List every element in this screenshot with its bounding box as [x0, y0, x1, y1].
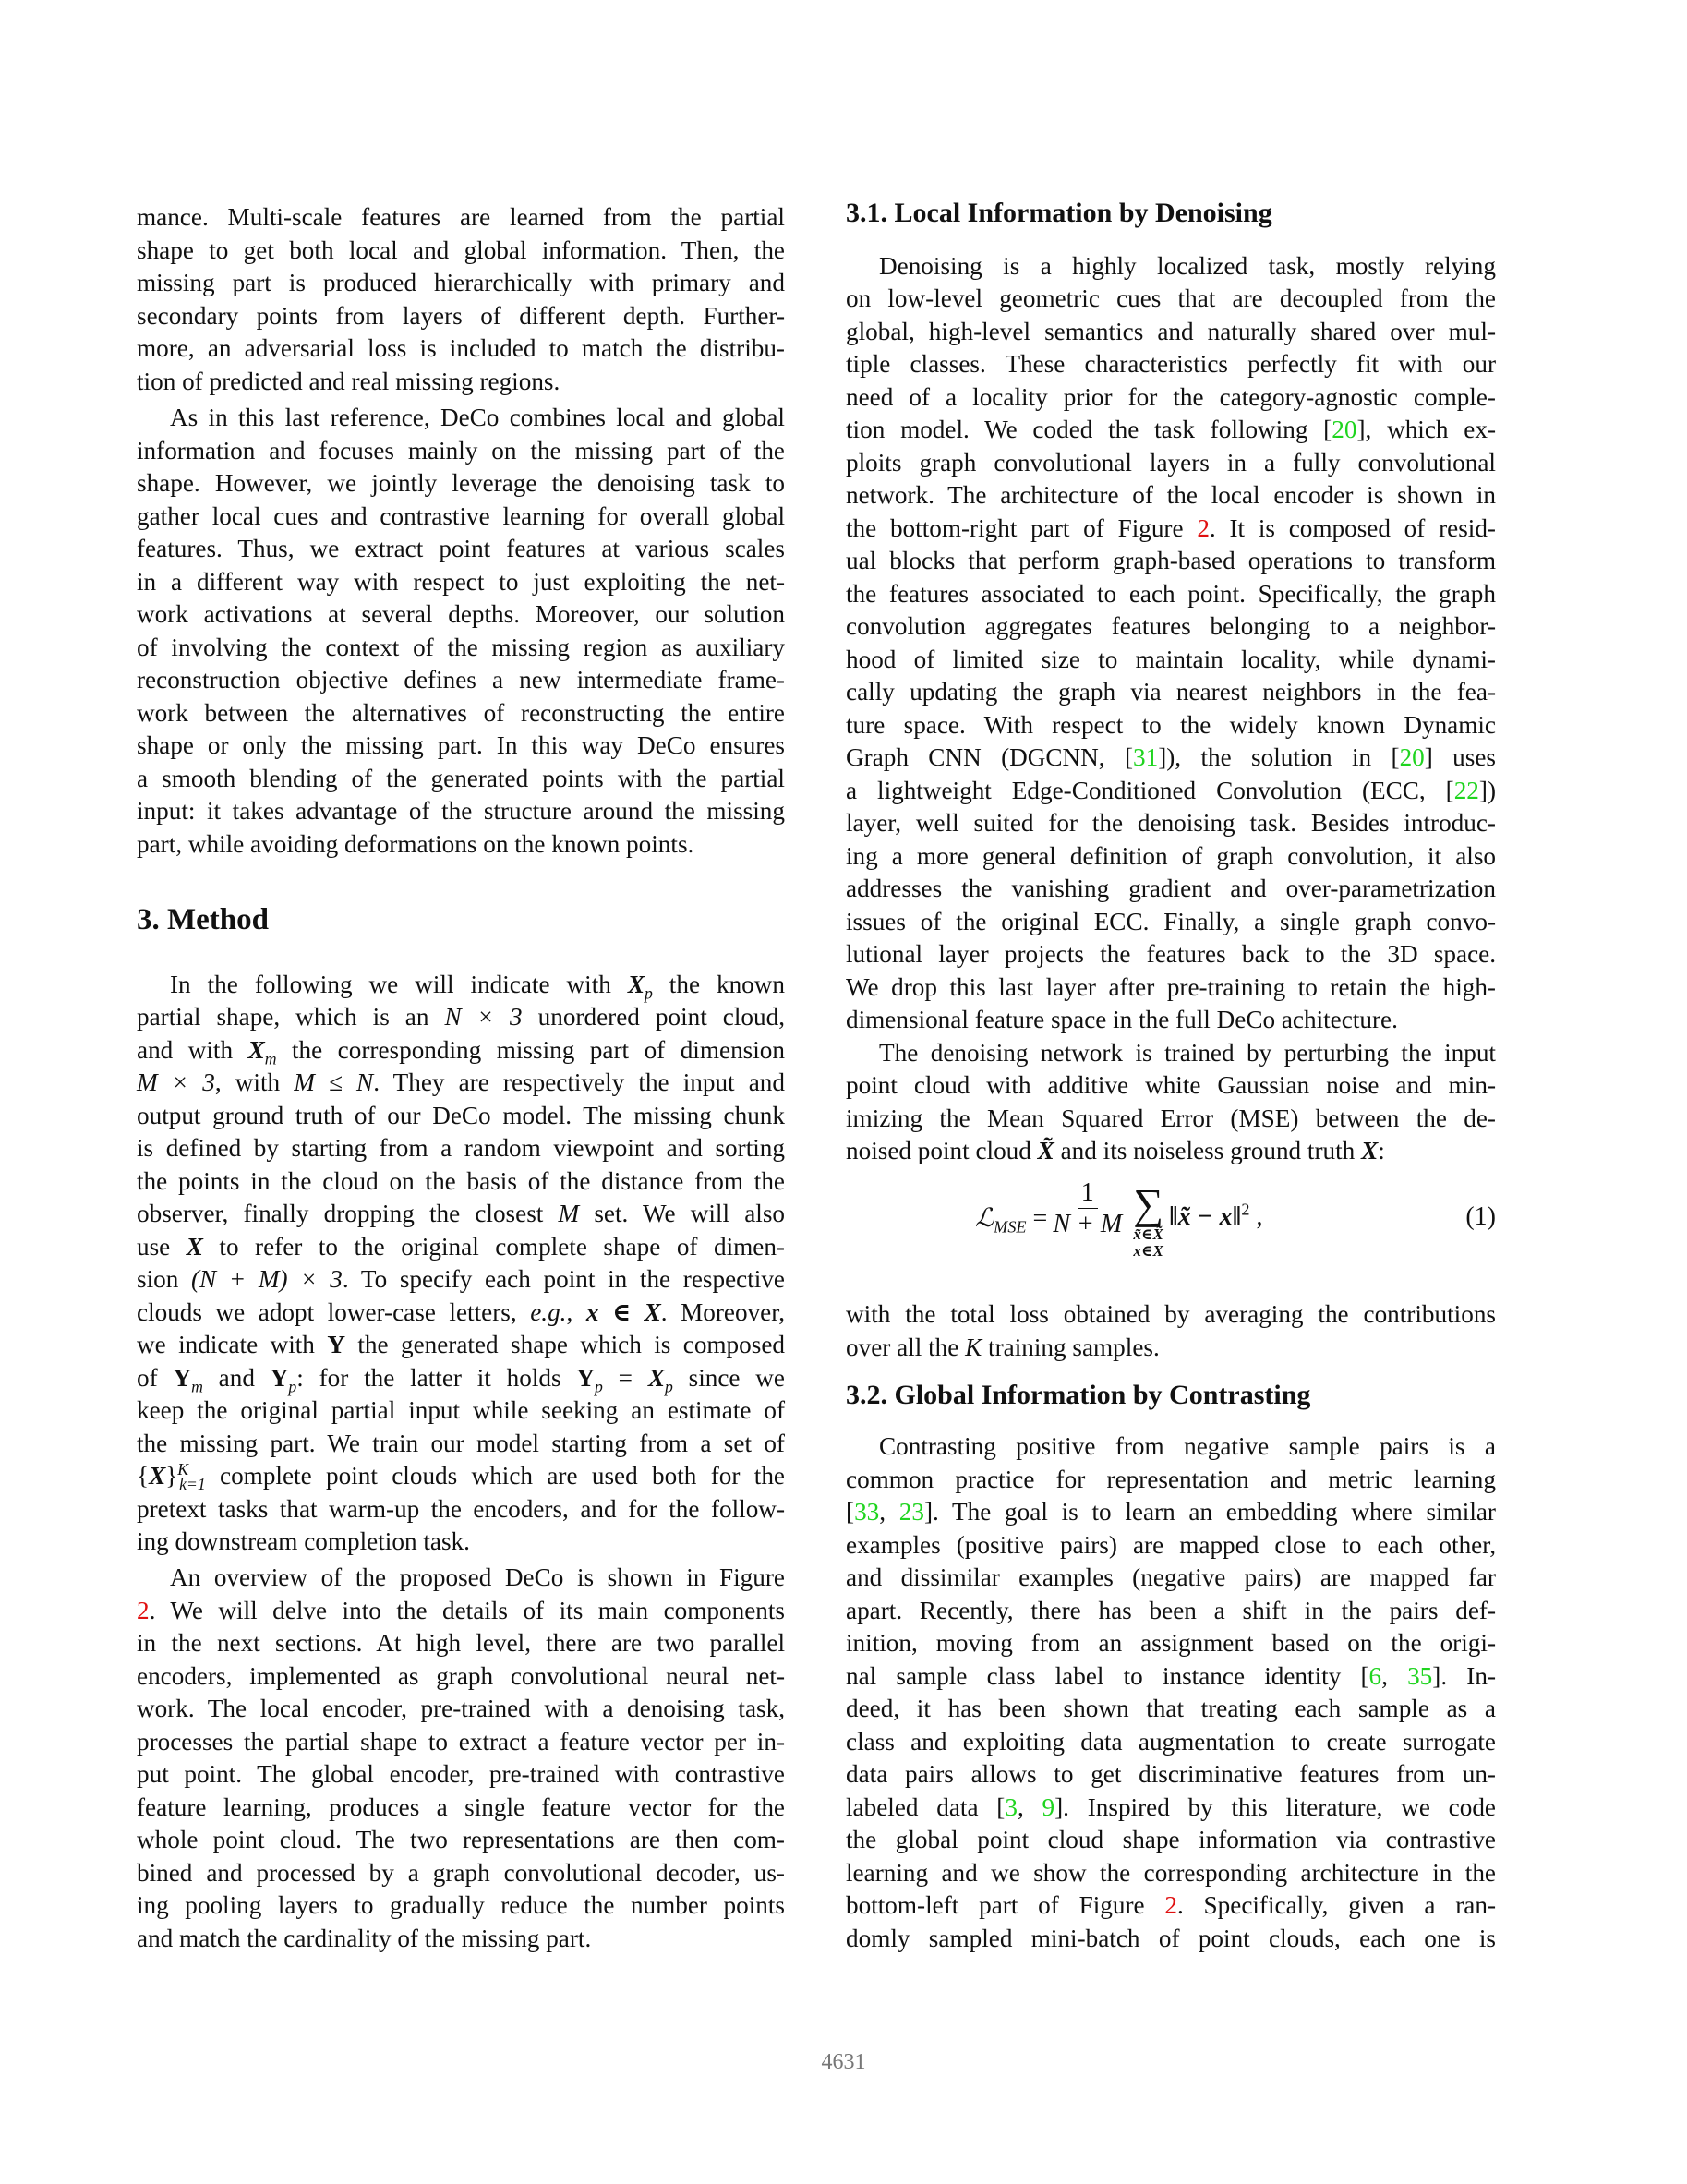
text-line: and dissimilar examples (negative pairs) are mapped far	[846, 1563, 1496, 1591]
citation-link[interactable]: 22	[1453, 777, 1479, 804]
citation-link[interactable]: 6	[1368, 1662, 1382, 1690]
text-line: data pairs allows to get discriminative features from un-	[846, 1760, 1496, 1788]
text-line: the missing part. We train our model starting from a set of	[137, 1430, 785, 1457]
text-line: issues of the original ECC. Finally, a single graph convo-	[846, 908, 1496, 935]
text-line: convolution aggregates features belonging to a neighbor-	[846, 612, 1496, 640]
text-line: the global point cloud shape information via contrastive	[846, 1826, 1496, 1853]
text-line: the features associated to each point. Specifically, the graph	[846, 580, 1496, 608]
text-line: layer, well suited for the denoising task. Besides introduc-	[846, 809, 1496, 837]
text-line: tiple classes. These characteristics perfectly fit with our	[846, 350, 1496, 378]
text-line: inition, moving from an assignment based on the origi-	[846, 1629, 1496, 1657]
text-line: Denoising is a highly localized task, mostly relying	[879, 252, 1496, 280]
text-line: M × 3, with M ≤ N. They are respectively the input and	[137, 1068, 785, 1096]
section-heading: 3. Method	[137, 903, 269, 936]
text-line: addresses the vanishing gradient and over-parametrization	[846, 875, 1496, 902]
text-line: 2. We will delve into the details of its main components	[137, 1597, 785, 1624]
text-line: point cloud with additive white Gaussian noise and min-	[846, 1071, 1496, 1099]
citation-link[interactable]: 31	[1133, 743, 1159, 771]
text-line: sion (N + M) × 3. To specify each point in the respective	[137, 1265, 785, 1293]
figure-ref-link[interactable]: 2	[1197, 514, 1210, 542]
text-line: As in this last reference, DeCo combines local and global	[170, 404, 785, 431]
text-line: lutional layer projects the features back to the 3D space.	[846, 940, 1496, 968]
citation-link[interactable]: 20	[1399, 743, 1425, 771]
text-line: put point. The global encoder, pre-trained with contrastive	[137, 1760, 785, 1788]
text-line: whole point cloud. The two representations are then com-	[137, 1826, 785, 1853]
text-line: ture space. With respect to the widely known Dynamic	[846, 711, 1496, 739]
text-line: ing pooling layers to gradually reduce the number points	[137, 1891, 785, 1919]
text-line: with the total loss obtained by averaging the contributions	[846, 1300, 1496, 1328]
text-line: We drop this last layer after pre-training to retain the high-	[846, 973, 1496, 1001]
text-line: ploits graph convolutional layers in a fully convolutional	[846, 449, 1496, 477]
subsection-heading: 3.2. Global Information by Contrasting	[846, 1380, 1311, 1410]
text-line: a lightweight Edge-Conditioned Convolution (ECC, [22])	[846, 777, 1496, 804]
text-line: missing part is produced hierarchically with primary and	[137, 269, 785, 296]
text-line: and with $X_m$ the corresponding missing part of dimension	[137, 1036, 785, 1068]
text-line: use X to refer to the original complete shape of dimen-	[137, 1233, 785, 1261]
text-line: tion model. We coded the task following [20], which ex-	[846, 416, 1496, 443]
text-line: Contrasting positive from negative sample pairs is a	[879, 1432, 1496, 1460]
text-line: apart. Recently, there has been a shift in the pairs def-	[846, 1597, 1496, 1624]
text-line: gather local cues and contrastive learning for overall global	[137, 502, 785, 530]
text-line: a smooth blending of the generated points with the partial	[137, 765, 785, 792]
text-line: more, an adversarial loss is included to match the distribu-	[137, 334, 785, 362]
text-line: information and focuses mainly on the missing part of the	[137, 437, 785, 465]
text-line: secondary points from layers of different depth. Further-	[137, 302, 785, 330]
text-line: of $Y_m$ and $Y_p$: for the latter it holds $Y_p = X_p$ since we	[137, 1364, 785, 1396]
text-line: encoders, implemented as graph convolutional neural net-	[137, 1662, 785, 1690]
text-line: examples (positive pairs) are mapped close to each other,	[846, 1531, 1496, 1559]
text-line: processes the partial shape to extract a feature vector per in-	[137, 1728, 785, 1756]
text-line: over all the K training samples.	[846, 1333, 1160, 1361]
text-line: pretext tasks that warm-up the encoders, and for the follow-	[137, 1495, 785, 1523]
text-line: ing a more general definition of graph convolution, it also	[846, 842, 1496, 870]
text-line: nal sample class label to instance identity [6, 35]. In-	[846, 1662, 1496, 1690]
text-line: In the following we will indicate with $X_p$ the known	[170, 971, 785, 1003]
text-line: work between the alternatives of reconstructing the entire	[137, 699, 785, 727]
text-line: the points in the cloud on the basis of the distance from the	[137, 1167, 785, 1195]
text-line: partial shape, which is an N × 3 unordered point cloud,	[137, 1003, 785, 1031]
text-line: network. The architecture of the local encoder is shown in	[846, 481, 1496, 509]
text-line: class and exploiting data augmentation to create surrogate	[846, 1728, 1496, 1756]
figure-ref-link[interactable]: 2	[1164, 1891, 1177, 1919]
text-line: shape to get both local and global information. Then, the	[137, 236, 785, 264]
text-line: reconstruction objective defines a new intermediate frame-	[137, 666, 785, 694]
text-line: observer, finally dropping the closest M set. We will also	[137, 1200, 785, 1227]
text-line: feature learning, produces a single feature vector for the	[137, 1793, 785, 1821]
text-line: The denoising network is trained by perturbing the input	[879, 1039, 1496, 1067]
text-line: cally updating the graph via nearest neighbors in the fea-	[846, 678, 1496, 706]
text-line: domly sampled mini-batch of point clouds, each one is	[846, 1925, 1496, 1952]
equation-mse: ℒ$_{MSE}$ = $\frac{1}{N + M}$ ∑ x̃∈X̃ x∈X ‖x̃ − x‖$^2$ , (1)	[975, 1178, 1496, 1260]
text-line: [33, 23]. The goal is to learn an embedding where similar	[846, 1498, 1496, 1526]
text-line: Graph CNN (DGCNN, [31]), the solution in [20] uses	[846, 743, 1496, 771]
text-line: is defined by starting from a random viewpoint and sorting	[137, 1134, 785, 1162]
text-line: and match the cardinality of the missing part.	[137, 1925, 592, 1952]
text-line: hood of limited size to maintain locality, while dynami-	[846, 646, 1496, 673]
text-line: learning and we show the corresponding architecture in the	[846, 1859, 1496, 1887]
text-line: tion of predicted and real missing regions.	[137, 368, 560, 395]
text-line: bottom-left part of Figure 2. Specifically, given a ran-	[846, 1891, 1496, 1919]
text-line: $\{X\}^K_{k=1}$ complete point clouds which are used both for the	[137, 1459, 785, 1494]
text-line: part, while avoiding deformations on the known points.	[137, 830, 694, 858]
text-line: output ground truth of our DeCo model. The missing chunk	[137, 1102, 785, 1129]
text-line: ual blocks that perform graph-based operations to transform	[846, 547, 1496, 574]
citation-link[interactable]: 9	[1042, 1793, 1055, 1821]
text-line: we indicate with Y the generated shape which is composed	[137, 1331, 785, 1358]
citation-link[interactable]: 20	[1332, 416, 1357, 443]
text-line: shape or only the missing part. In this way DeCo ensures	[137, 731, 785, 759]
text-line: bined and processed by a graph convolutional decoder, us-	[137, 1859, 785, 1887]
citation-link[interactable]: 35	[1407, 1662, 1433, 1690]
subsection-heading: 3.1. Local Information by Denoising	[846, 198, 1272, 228]
text-line: ing downstream completion task.	[137, 1527, 470, 1555]
text-line: shape. However, we jointly leverage the denoising task to	[137, 469, 785, 497]
text-line: need of a locality prior for the category-agnostic comple-	[846, 383, 1496, 411]
text-line: dimensional feature space in the full DeCo achitecture.	[846, 1006, 1398, 1033]
text-line: An overview of the proposed DeCo is shown in Figure	[170, 1563, 785, 1591]
text-line: labeled data [3, 9]. Inspired by this literature, we code	[846, 1793, 1496, 1821]
text-line: the bottom-right part of Figure 2. It is composed of resid-	[846, 514, 1496, 542]
text-line: input: it takes advantage of the structure around the missing	[137, 797, 785, 825]
text-line: keep the original partial input while seeking an estimate of	[137, 1396, 785, 1424]
citation-link[interactable]: 33	[854, 1498, 880, 1526]
text-line: mance. Multi-scale features are learned from the partial	[137, 203, 785, 231]
equation-number: (1)	[1465, 1202, 1496, 1231]
text-line: in a different way with respect to just exploiting the net-	[137, 568, 785, 596]
text-line: global, high-level semantics and naturally shared over mul-	[846, 318, 1496, 345]
text-line: features. Thus, we extract point features at various scales	[137, 535, 785, 562]
text-line: in the next sections. At high level, there are two parallel	[137, 1629, 785, 1657]
page-number: 4631	[821, 2050, 866, 2074]
text-line: deed, it has been shown that treating each sample as a	[846, 1695, 1496, 1722]
text-line: work activations at several depths. Moreover, our solution	[137, 600, 785, 628]
citation-link[interactable]: 3	[1005, 1793, 1018, 1821]
text-line: common practice for representation and metric learning	[846, 1466, 1496, 1493]
text-line: on low-level geometric cues that are decoupled from the	[846, 284, 1496, 312]
text-line: clouds we adopt lower-case letters, e.g., x ∈ X. Moreover,	[137, 1298, 785, 1326]
citation-link[interactable]: 23	[898, 1498, 924, 1526]
text-line: imizing the Mean Squared Error (MSE) between the de-	[846, 1104, 1496, 1132]
text-line: work. The local encoder, pre-trained with a denoising task,	[137, 1695, 785, 1722]
text-line: noised point cloud X̃ and its noiseless ground truth X:	[846, 1137, 1385, 1164]
text-line: of involving the context of the missing region as auxiliary	[137, 633, 785, 661]
figure-ref-link[interactable]: 2	[137, 1597, 150, 1624]
